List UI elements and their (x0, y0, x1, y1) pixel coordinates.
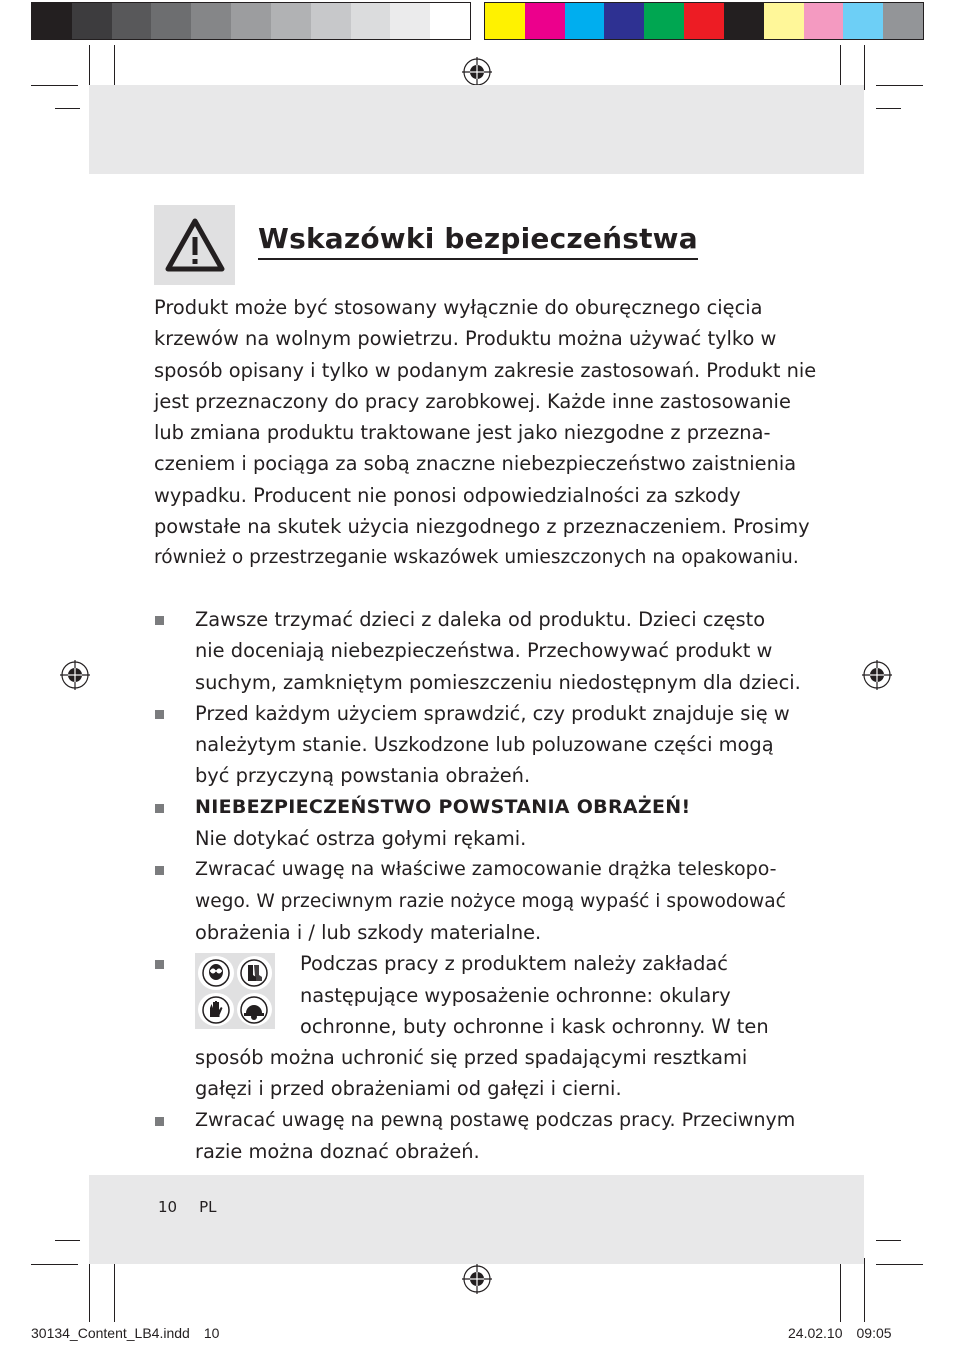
color-swatch (883, 3, 923, 39)
registration-mark-icon (59, 659, 91, 691)
crop-mark (876, 1240, 901, 1241)
registration-mark-icon (461, 1263, 493, 1295)
color-swatch (604, 3, 644, 39)
color-swatch (724, 3, 764, 39)
intro-line: krzewów na wolnym powietrzu. Produktu można używać tylko w (154, 327, 777, 351)
crop-mark (55, 1240, 80, 1241)
gray-swatch (311, 3, 351, 39)
bullet-injury-warning (154, 792, 834, 855)
bullet-inspection (154, 698, 834, 792)
intro-line: lub zmiana produktu traktowane jest jako niezgodne z przezna- (154, 421, 771, 445)
gray-swatch (191, 3, 231, 39)
crop-mark (31, 85, 78, 86)
bullet-line: być przyczyną powstania obrażeń. (195, 764, 531, 788)
bullet-line: obrażenia i / lub szkody materialne. (195, 920, 542, 944)
slug-page: 10 (203, 1325, 220, 1341)
color-swatch (764, 3, 804, 39)
bullet-line: gałęzi i przed obrażeniami od gałęzi i cierni. (195, 1077, 622, 1101)
intro-line: sposób opisany i tylko w podanym zakresie zastosowań. Produkt nie (154, 358, 817, 382)
bullet-stance (154, 1105, 834, 1168)
gray-swatch (112, 3, 152, 39)
slug-filename: 30134_Content_LB4.indd (31, 1325, 190, 1341)
process-color-bar (484, 2, 924, 40)
gray-swatch (32, 3, 72, 39)
bullet-line: Przed każdym użyciem sprawdzić, czy produkt znajduje się w (195, 701, 790, 725)
hard-hat-icon (237, 993, 273, 1027)
bullet-line: następujące wyposażenie ochronne: okulary (300, 983, 731, 1007)
header-band (89, 85, 864, 174)
crop-mark (31, 1264, 78, 1265)
warning-icon-box (154, 205, 235, 285)
bullet-square-icon (155, 1117, 164, 1126)
registration-mark-icon (861, 659, 893, 691)
color-swatch (684, 3, 724, 39)
bullet-line: Zwracać uwagę na pewną postawę podczas pracy. Przeciwnym (195, 1108, 796, 1131)
crop-mark (114, 45, 115, 90)
bullet-line: należytym stanie. Uszkodzone lub poluzowane części mogą (195, 733, 774, 757)
bullet-telescopic-pole (154, 854, 834, 948)
bullet-line: Nie dotykać ostrza gołymi rękami. (195, 827, 527, 851)
bullet-square-icon (155, 616, 164, 625)
crop-mark (864, 1258, 865, 1322)
grayscale-color-bar (31, 2, 471, 40)
protective-gloves-icon (198, 993, 234, 1027)
crop-mark (89, 45, 90, 90)
gray-swatch (430, 3, 470, 39)
slug-time: 09:05 (856, 1325, 892, 1341)
crop-mark (876, 108, 901, 109)
gray-swatch (231, 3, 271, 39)
crop-mark (55, 108, 80, 109)
bullet-protective-equipment (154, 948, 834, 1104)
bullet-line: sposób można uchronić się przed spadającymi resztkami (195, 1046, 748, 1070)
print-slug-file (31, 1325, 219, 1341)
safety-goggles-icon (198, 956, 234, 990)
safety-bullet-list (154, 604, 834, 1167)
bullet-line: suchym, zamkniętym pomieszczeniu niedostępnym dla dzieci. (195, 670, 801, 694)
print-slug-timestamp (788, 1325, 892, 1341)
intro-line: jest przeznaczony do pracy zarobkowej. Każde inne zastosowanie (154, 389, 791, 413)
gray-swatch (390, 3, 430, 39)
intro-paragraph (154, 292, 817, 574)
bullet-line: nie doceniają niebezpieczeństwa. Przechowywać produkt w (195, 639, 773, 663)
bullet-line: wego. W przeciwnym razie nożyce mogą wypaść i spowodować (195, 890, 786, 912)
warning-triangle-icon (164, 217, 226, 273)
bullet-line: Zwracać uwagę na właściwe zamocowanie drążka teleskopo- (195, 858, 777, 881)
bullet-square-icon (155, 960, 164, 969)
bullet-line: Podczas pracy z produktem należy zakładać (300, 952, 728, 976)
bullet-square-icon (155, 710, 164, 719)
bullet-children (154, 604, 834, 698)
color-swatch (843, 3, 883, 39)
color-swatch (565, 3, 605, 39)
bullet-line: ochronne, buty ochronne i kask ochronny. W ten (300, 1014, 769, 1038)
page-number: 10 (158, 1198, 178, 1216)
gray-swatch (271, 3, 311, 39)
crop-mark (876, 85, 923, 86)
intro-line: powstałe na skutek użycia niezgodnego z przeznaczeniem. Prosimy (154, 515, 810, 539)
protective-equipment-icons (195, 953, 275, 1029)
crop-mark (840, 1258, 841, 1322)
intro-line: czeniem i pociąga za sobą znaczne niebezpieczeństwo zaistnienia (154, 452, 797, 476)
crop-mark (840, 45, 841, 90)
registration-mark-icon (461, 56, 493, 88)
footer-band (89, 1175, 864, 1264)
language-code: PL (199, 1198, 217, 1216)
gray-swatch (72, 3, 112, 39)
gray-swatch (351, 3, 391, 39)
bullet-line: razie można doznać obrażeń. (195, 1140, 480, 1164)
intro-line: również o przestrzeganie wskazówek umieszczonych na opakowaniu. (154, 547, 799, 569)
crop-mark (89, 1258, 90, 1322)
safety-boots-icon (237, 956, 273, 990)
crop-mark (114, 1258, 115, 1322)
color-swatch (525, 3, 565, 39)
bullet-heading: NIEBEZPIECZEŃSTWO POWSTANIA OBRAŻEŃ! (195, 795, 691, 818)
slug-date: 24.02.10 (788, 1325, 843, 1341)
intro-line: wypadku. Producent nie ponosi odpowiedzialności za szkody (154, 483, 741, 507)
bullet-square-icon (155, 866, 164, 875)
crop-mark (864, 45, 865, 90)
color-swatch (804, 3, 844, 39)
intro-line: Produkt może być stosowany wyłącznie do oburęcznego cięcia (154, 296, 763, 319)
gray-swatch (151, 3, 191, 39)
section-title: Wskazówki bezpieczeństwa (258, 222, 698, 260)
color-swatch (644, 3, 684, 39)
page-footer (158, 1198, 217, 1216)
color-swatch (485, 3, 525, 39)
bullet-line: Zawsze trzymać dzieci z daleka od produktu. Dzieci często (195, 608, 766, 631)
bullet-square-icon (155, 804, 164, 813)
crop-mark (876, 1264, 923, 1265)
